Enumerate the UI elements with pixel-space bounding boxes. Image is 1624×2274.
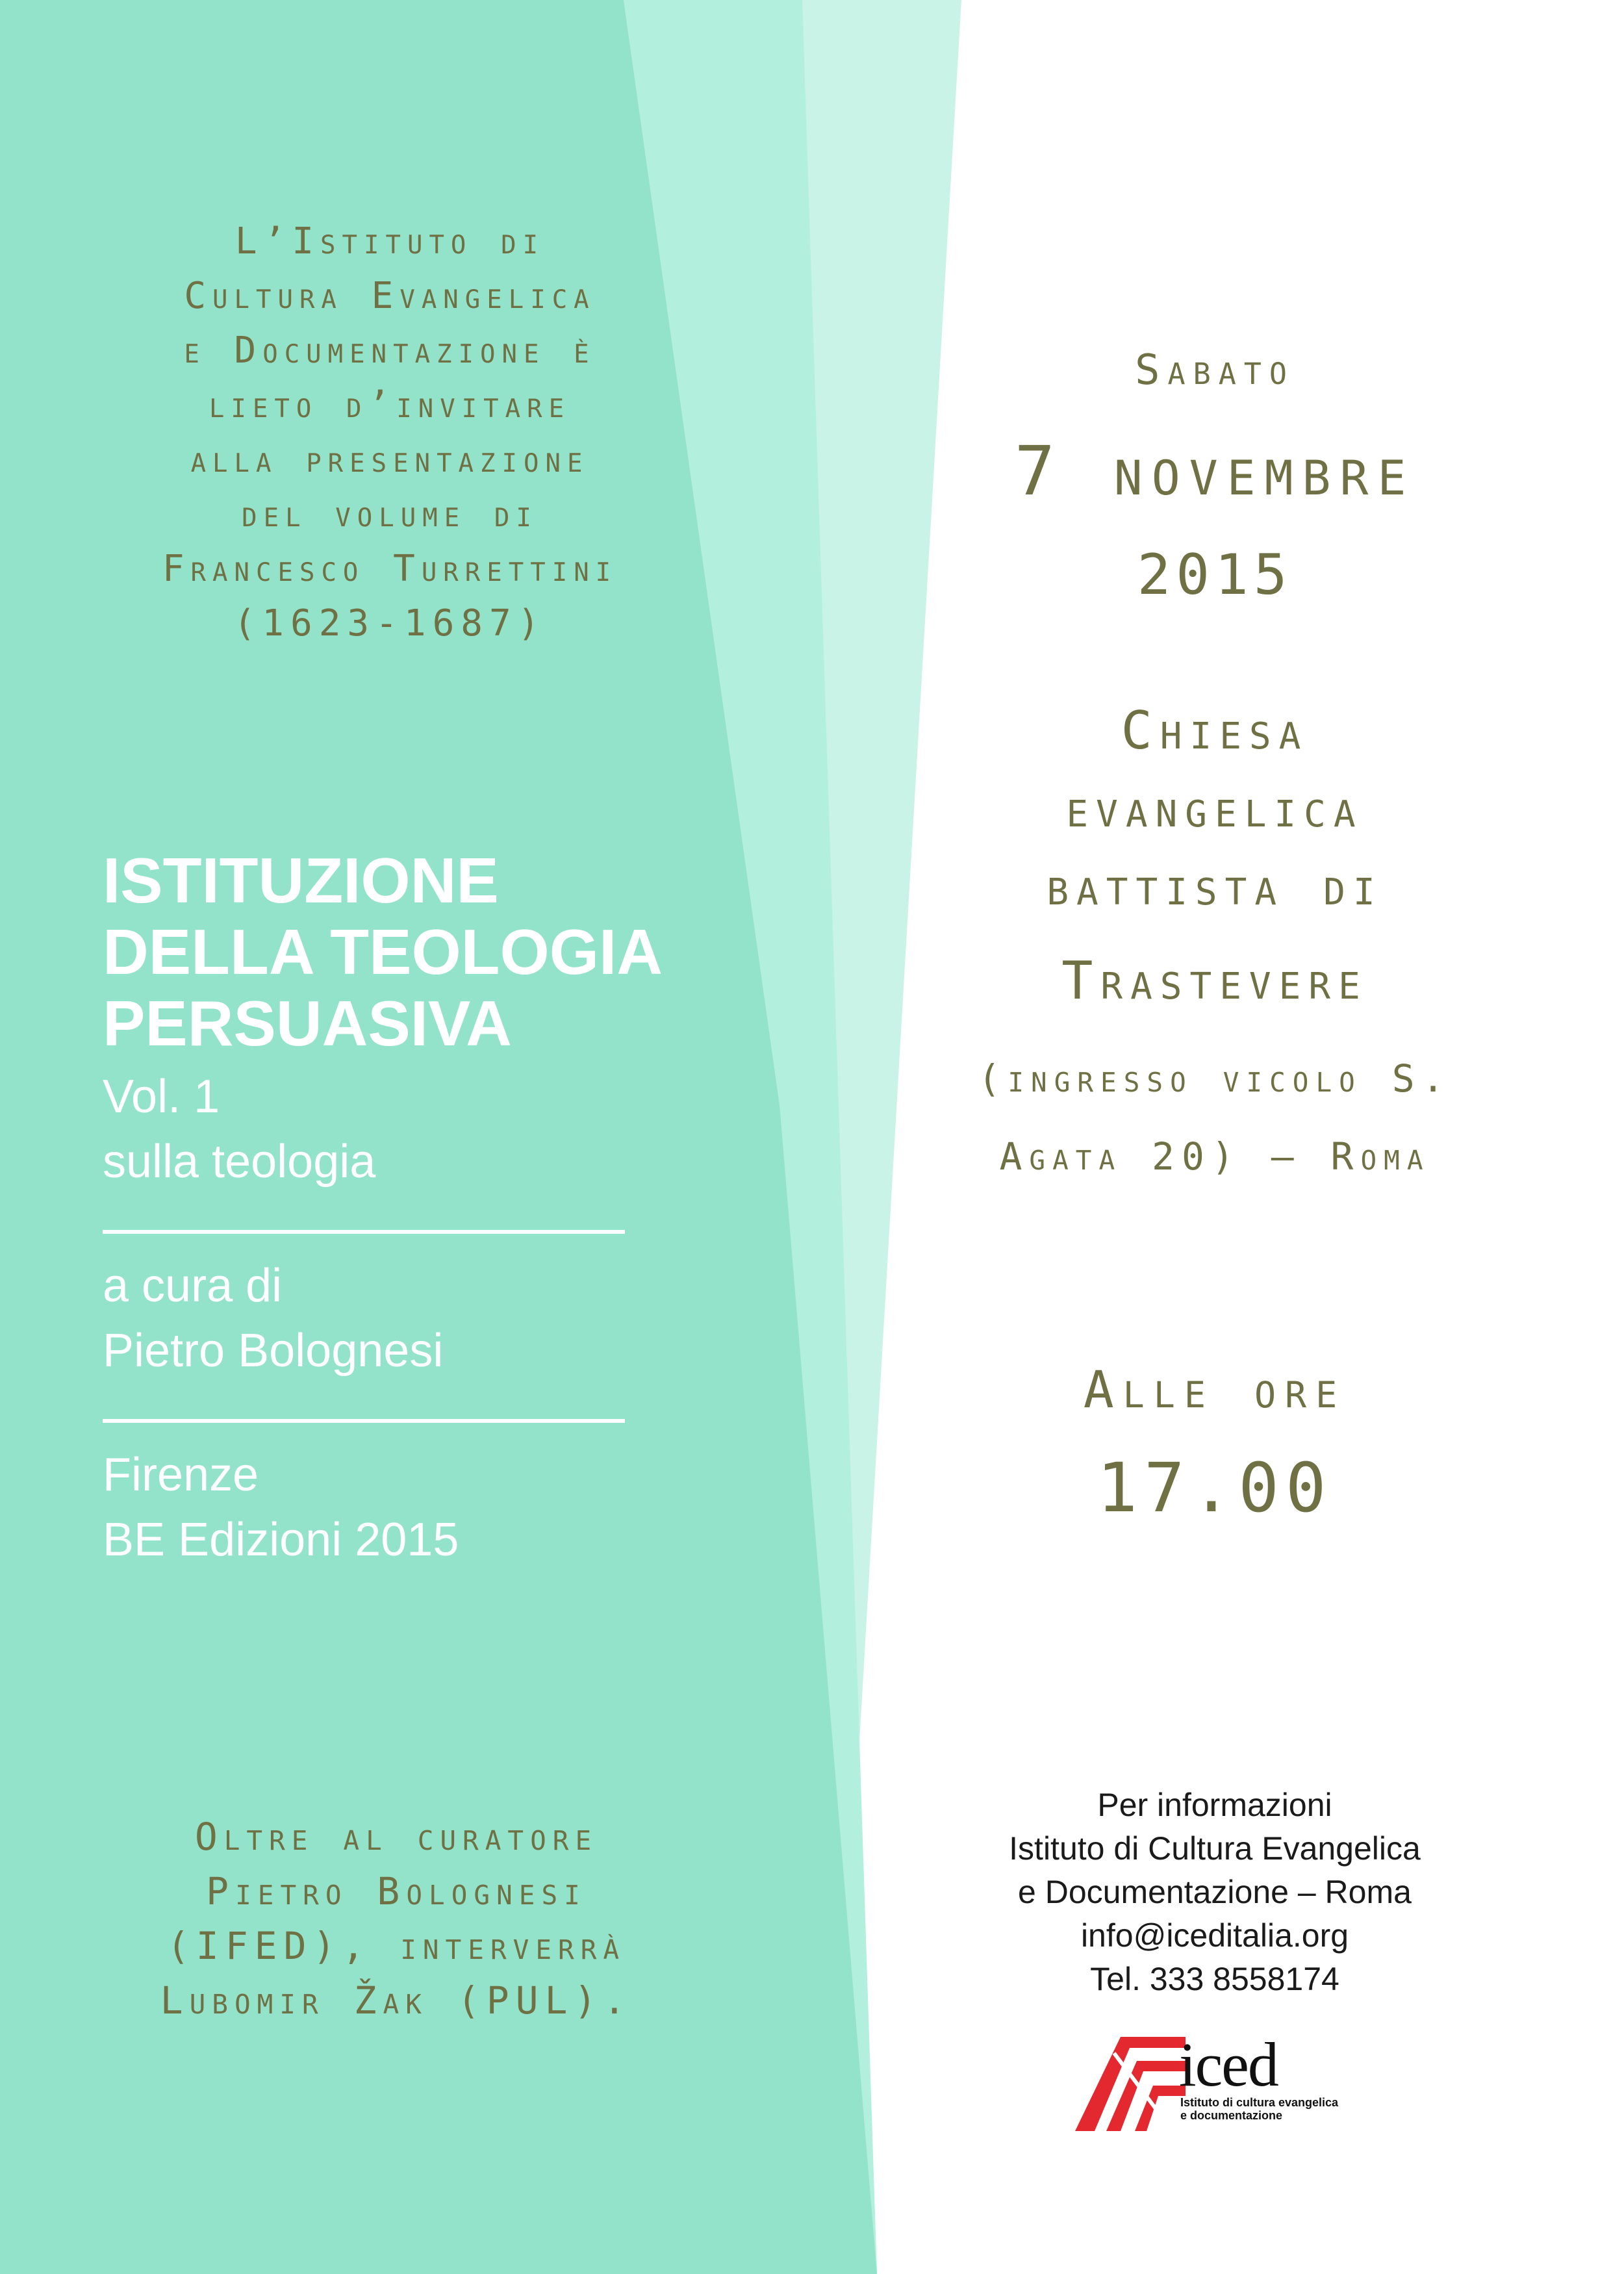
info-phone: Tel. 333 8558174 [1090,1961,1339,1997]
info-line: e Documentazione – Roma [1018,1874,1412,1910]
info-line: Istituto di Cultura Evangelica [1009,1830,1421,1867]
iced-logo [1075,2030,1348,2138]
venue-line: battista di [1047,856,1383,917]
book-title-line: ISTITUZIONE [103,845,499,916]
intro-line: alla presentazione [190,439,589,481]
logo-word: iced [1179,2030,1278,2099]
intro-line: Francesco Turrettini [162,548,618,590]
venue-line: evangelica [1066,778,1364,839]
book-title-line: PERSUASIVA [103,988,512,1059]
contact-info [890,1783,1540,2001]
speakers-line: Oltre al curatore [194,1815,598,1859]
book-subtitle: sulla teologia [103,1136,376,1188]
speakers-line: (IFED), interverrà [166,1924,626,1968]
info-email[interactable]: info@iceditalia.org [1080,1917,1349,1954]
address-line: Agata 20) – Roma [999,1134,1430,1179]
info-line: Per informazioni [1097,1787,1332,1823]
intro-line: lieto d’invitare [209,384,571,426]
book-volume: Vol. 1 [103,1071,220,1123]
address-line: (ingresso vicolo S. [978,1056,1452,1101]
book-details [103,845,752,1572]
intro-line: del volume di [242,493,538,535]
time-label: Alle ore [1083,1361,1347,1420]
editor-label: a cura di [103,1260,283,1312]
event-date: 7 novembre [1014,431,1415,511]
intro-line: e Documentazione è [184,329,596,372]
publisher-city: Firenze [103,1449,259,1501]
venue-line: Trastevere [1061,951,1368,1011]
editor-name: Pietro Bolognesi [103,1325,444,1377]
intro-line: Cultura Evangelica [184,275,596,317]
invitation-text [97,214,682,651]
book-title-line: DELLA TEOLOGIA [103,916,663,988]
divider [103,1419,625,1423]
publisher-name: BE Edizioni 2015 [103,1514,459,1566]
event-day: Sabato [1135,346,1295,394]
iced-logo-mark [1075,2034,1186,2138]
speakers-line: Lubomir Žak (PUL). [160,1978,633,2023]
speakers-line: Pietro Bolognesi [206,1869,587,1913]
event-time: 17.00 [1097,1448,1333,1527]
event-year: 2015 [1137,543,1293,607]
logo-tagline [1180,2096,1338,2122]
logo-tagline-line: Istituto di cultura evangelica [1180,2096,1339,2109]
speakers-text [97,1809,695,2028]
logo-tagline-line: e documentazione [1180,2109,1283,2122]
book-title [103,845,752,1059]
divider [103,1230,625,1234]
intro-line: (1623-1687) [233,602,546,645]
intro-line: L’Istituto di [235,220,545,262]
venue-line: Chiesa [1121,700,1309,761]
